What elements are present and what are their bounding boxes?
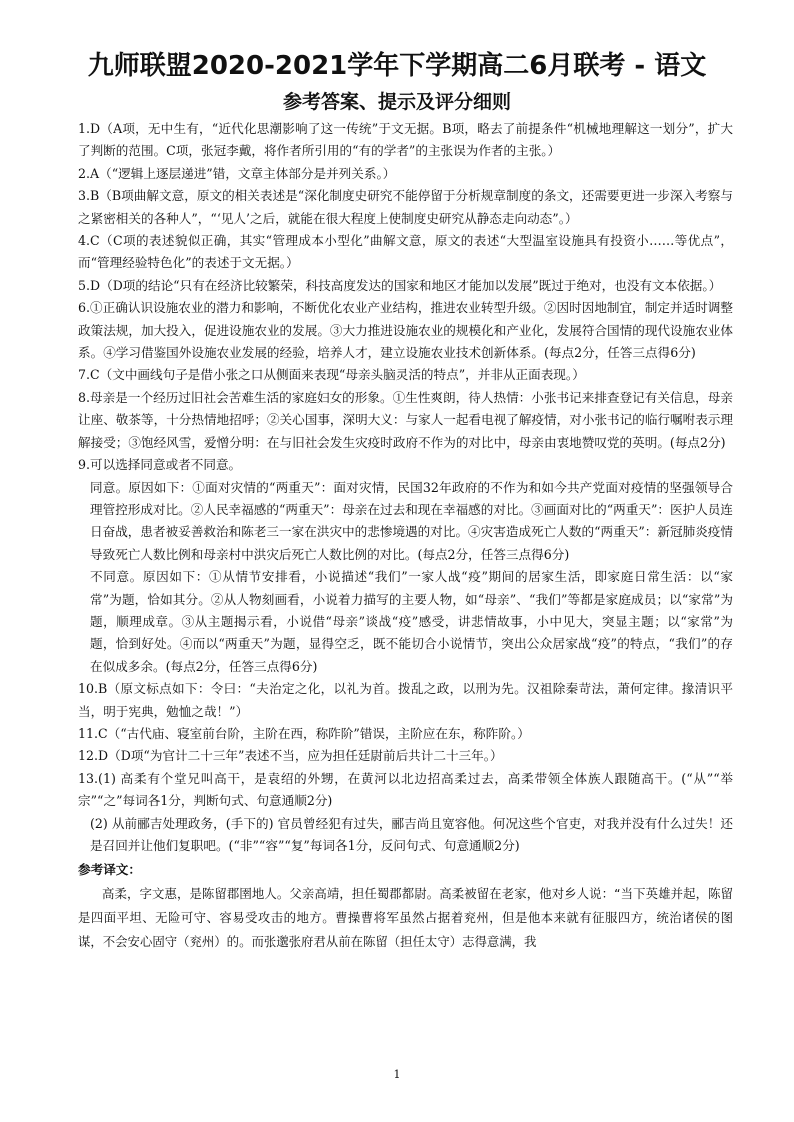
answer-11: 11.C（“古代庙、寝室前台阶，主阶在西，称阼阶”错误，主阶应在东，称阼阶。）: [78, 725, 530, 741]
document-title: 九师联盟2020-2021学年下学期高二6月联考 - 语文: [87, 51, 707, 81]
answer-8: 8.母亲是一个经历过旧社会苦难生活的家庭妇女的形象。①生性爽朗，待人热情：小张书记来排查登记有关信息，母亲让座、敬茶等，十分热情地招呼；②关心国事，深明大义：与家人一起看电视了解疫情，对小张书记的临行嘱咐表示理解接受；③饱经风雪，爱憎分明：在与旧社会发生灾疫时政府不作为的对比中，母亲由衷地赞叹党的英明。(每点2分): [78, 389, 733, 450]
document-subtitle: 参考答案、提示及评分细则: [282, 91, 511, 113]
translation-text: 高柔，字文惠，是陈留郡圉地人。父亲高靖，担任蜀郡都尉。高柔被留在老家，他对乡人说：“当下英雄并起，陈留是四面平坦、无险可守、容易受攻击的地方。曹操曹将军虽然占据着兖州，但是他本来就有征服四方，统治诸侯的图谋，不会安心固守（兖州）的。而张邈张府君从前在陈留（担任太守）志得意满，我: [78, 885, 733, 949]
translation-heading: 参考译文：: [78, 862, 141, 878]
answer-1: 1.D（A项，无中生有，“近代化思潮影响了这一传统”于文无据。B项，略去了前提条件“机械地理解这一划分”，扩大了判断的范围。C项，张冠李戴，将作者所引用的“有的学者”的主张误为作者的主张。）: [78, 121, 733, 159]
answer-4: 4.C（C项的表述貌似正确，其实“管理成本小型化”曲解文意，原文的表述“大型温室设施具有投资小……等优点”，而“管理经验特色化”的表述于文无据。）: [78, 233, 733, 271]
page-number: 1: [393, 1068, 401, 1081]
answer-5: 5.D（D项的结论“只有在经济比较繁荣，科技高度发达的国家和地区才能加以发展”既过于绝对，也没有文本依据。）: [78, 277, 722, 293]
answer-9-disagree: 不同意。原因如下：①从情节安排看，小说描述“我们”一家人战“疫”期间的居家生活，即家庭日常生活：以“家常”为题，恰如其分。②从人物刻画看，小说着力描写的主要人物，如“母亲”、“我们”等都是家庭成员；以“家常”为题，顺理成章。③从主题揭示看，小说借“母亲”谈战“疫”感受，讲悲情故事，小中见大，突显主题；以“家常”为题，恰到好处。④而以“两重天”为题，显得空乏，既不能切合小说情节，突出公众居家战“疫”的特点，“我们”的存在似成多余。(每点2分，任答三点得6分): [90, 569, 733, 674]
answer-7: 7.C（文中画线句子是借小张之口从侧面来表现“母亲头脑灵活的特点”，并非从正面表现。）: [78, 367, 585, 383]
answer-9: 9.可以选择同意或者不同意。: [78, 457, 242, 473]
answer-10: 10.B（原文标点如下：令曰：“夫治定之化，以礼为首。拨乱之政，以刑为先。汉祖除秦苛法，萧何定律。掾清识平当，明于宪典，勉恤之哉！”）: [78, 681, 733, 719]
answer-9-agree: 同意。原因如下：①面对灾情的“两重天”：面对灾情，民国32年政府的不作为和如今共产党面对疫情的坚强领导合理管控形成对比。②人民幸福感的“两重天”：母亲在过去和现在幸福感的对比。③画面对比的“两重天”：医护人员连日奋战，患者被妥善救治和陈老三一家在洪灾中的悲惨境遇的对比。④灾害造成死亡人数的“两重天”：新冠肺炎疫情导致死亡人数比例和母亲村中洪灾后死亡人数比例的对比。(每点2分，任答三点得6分): [90, 479, 733, 562]
answer-2: 2.A（“逻辑上逐层递进”错，文章主体部分是并列关系。）: [78, 165, 396, 181]
answer-6: 6.①正确认识设施农业的潜力和影响，不断优化农业产业结构，推进农业转型升级。②因时因地制宜，制定并适时调整政策法规，加大投入，促进设施农业的发展。③大力推进设施农业的规模化和产业化，发展符合国情的现代设施农业体系。④学习借鉴国外设施农业发展的经验，培养人才，建立设施农业技术创新体系。(每点2分，任答三点得6分): [78, 300, 733, 361]
answer-12: 12.D（D项“为官计二十三年”表述不当，应为担任廷尉前后共计二十三年。）: [78, 748, 503, 764]
answer-3: 3.B（B项曲解文意，原文的相关表述是“深化制度史研究不能停留于分析规章制度的条文，还需要更进一步深入考察与之紧密相关的各种人”，“‘见人’之后，就能在很大程度上使制度史研究从静态走向动态”。）: [78, 188, 733, 226]
answer-13-1: 13.(1) 高柔有个堂兄叫高干，是袁绍的外甥，在黄河以北边招高柔过去，高柔带领全体族人跟随高干。(“从”“举宗”“之”每词各1分，判断句式、句意通顺2分): [78, 770, 733, 809]
answer-content: [78, 118, 733, 954]
answer-13-2: (2) 从前郦吉处理政务，(手下的) 官员曾经犯有过失，郦吉尚且宽容他。何况这些个官吏，对我并没有什么过失！还是召回并让他们复职吧。(“非”“容”“复”每词各1分，反问句式、句意通顺2分): [90, 815, 733, 853]
